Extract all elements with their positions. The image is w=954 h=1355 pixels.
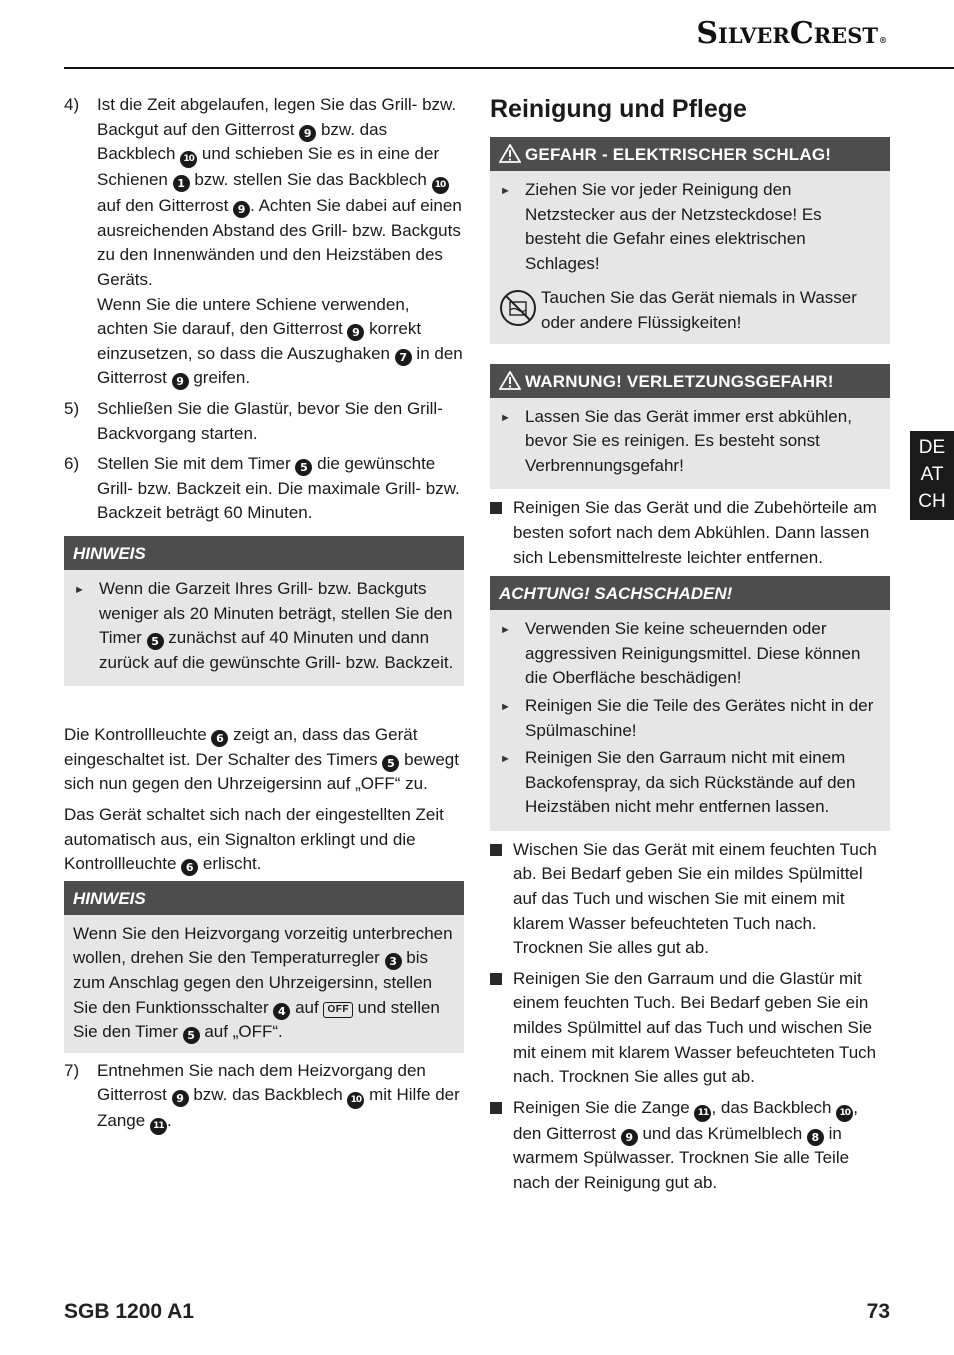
caution-title: ACHTUNG! SACHSCHADEN! <box>490 576 890 610</box>
warning-triangle-icon <box>499 144 521 163</box>
right-column <box>490 93 890 1202</box>
list-item: Reinigen Sie das Gerät und die Zubehörteile am besten sofort nach dem Abkühlen. Dann lassen sich Lebensmittelreste leichter entfernen. <box>490 496 890 570</box>
arrow-bullet-icon: ► <box>500 411 511 424</box>
page-number: 73 <box>866 1300 890 1323</box>
square-bullet-icon <box>490 502 502 514</box>
circled-number-icon: 3 <box>385 953 402 970</box>
circled-number-icon: 5 <box>382 755 399 772</box>
circled-number-icon: 1 <box>173 175 190 192</box>
circled-number-icon: 9 <box>347 324 364 341</box>
circled-number-icon: 6 <box>211 730 228 747</box>
list-item: Reinigen Sie die Zange 11 , das Backblech 10 , den Gitterrost 9 und das Krümelblech 8 in warmem Spülwasser. Trocknen Sie alle Teile nach der Reinigung gut ab. <box>490 1096 890 1196</box>
circled-number-icon: 10 <box>347 1092 364 1109</box>
paragraph: Das Gerät schaltet sich nach der eingestellten Zeit automatisch aus, ein Signalton erklingt und die Kontrollleuchte 6 erlischt. <box>64 805 444 875</box>
circled-number-icon: 11 <box>694 1105 711 1122</box>
step-6: 6) Stellen Sie mit dem Timer 5 die gewünschte Grill- bzw. Backzeit ein. Die maximale Grill- bzw. Backzeit beträgt 60 Minuten. <box>64 454 460 523</box>
circled-number-icon: 9 <box>233 201 250 218</box>
circled-number-icon: 9 <box>172 373 189 390</box>
off-symbol-icon: OFF <box>323 1002 353 1018</box>
square-bullet-icon <box>490 844 502 856</box>
list-item: ► Verwenden Sie keine scheuernden oder aggressiven Reinigungsmittel. Diese können die Oberfläche beschädigen! <box>500 617 880 691</box>
list-item: ► Reinigen Sie den Garraum nicht mit einem Backofenspray, da sich Rückstände auf den Heizstäben nicht mehr entfernen lassen. <box>500 746 880 820</box>
arrow-bullet-icon: ► <box>74 583 85 596</box>
left-column <box>64 93 464 1141</box>
step-4: 4) Ist die Zeit abgelaufen, legen Sie das Grill- bzw. Backgut auf den Gitterrost 9 bzw. das Backblech 10 und schieben Sie es in eine der Schienen 1 bzw. stellen Sie das Backblech 10 auf den Gitterrost 9 . Achten Sie dabei auf einen ausreichenden Abstand des Grill- bzw. Backguts zu den Innenwänden und den Heizstäben des Geräts. Wenn Sie die untere Schiene verwenden, achten Sie darauf, den Gitterrost 9 korrekt einzusetzen, so dass die Auszughaken 7 in den Gitterrost 9 greifen. <box>64 95 463 389</box>
square-bullet-icon <box>490 973 502 985</box>
no-immersion-icon <box>498 288 538 328</box>
arrow-bullet-icon: ► <box>500 624 511 637</box>
hint-title: HINWEIS <box>64 536 464 570</box>
square-bullet-icon <box>490 1102 502 1114</box>
danger-box <box>490 137 890 344</box>
icon-instruction: Tauchen Sie das Gerät niemals in Wasser oder andere Flüssigkeiten! <box>500 286 880 335</box>
circled-number-icon: 10 <box>432 177 449 194</box>
list-item: Wischen Sie das Gerät mit einem feuchten Tuch ab. Bei Bedarf geben Sie ein mildes Spülmittel auf das Tuch und wischen Sie mit einem mit klarem Wasser befeuchteten Tuch nach. Trocknen Sie alles gut ab. <box>490 838 890 961</box>
arrow-bullet-icon: ► <box>500 700 511 713</box>
list-item: ► Ziehen Sie vor jeder Reinigung den Netzstecker aus der Netzsteckdose! Es besteht die Gefahr eines elektrischen Schlages! <box>500 178 880 276</box>
language-tab: DE AT CH <box>910 431 954 520</box>
circled-number-icon: 6 <box>181 859 198 876</box>
header-rule <box>64 67 954 69</box>
circled-number-icon: 8 <box>807 1129 824 1146</box>
warning-box <box>490 364 890 490</box>
circled-number-icon: 10 <box>836 1105 853 1122</box>
danger-title: GEFAHR - ELEKTRISCHER SCHLAG! <box>525 145 832 164</box>
hint-box: HINWEIS Wenn Sie den Heizvorgang vorzeitig unterbrechen wollen, drehen Sie den Temperaturregler 3 bis zum Anschlag gegen den Uhrzeigersinn, stellen Sie den Funktionsschalter 4 auf OFF und stellen Sie den Timer 5 auf „OFF“. <box>64 881 464 1053</box>
list-item: ► Lassen Sie das Gerät immer erst abkühlen, bevor Sie es reinigen. Es besteht sonst Verbrennungsgefahr! <box>500 405 880 479</box>
hint-title: HINWEIS <box>64 881 464 915</box>
warning-title: WARNUNG! VERLETZUNGSGEFAHR! <box>525 371 834 391</box>
list-item: ► Wenn die Garzeit Ihres Grill- bzw. Backguts weniger als 20 Minuten beträgt, stellen Sie den Timer 5 zunächst auf 40 Minuten und dann zurück auf die gewünschte Grill- bzw. Backzeit. <box>74 577 454 675</box>
step-5: 5) Schließen Sie die Glastür, bevor Sie den Grill-Backvorgang starten. <box>64 398 443 443</box>
list-item: ► Reinigen Sie die Teile des Gerätes nicht in der Spülmaschine! <box>500 694 880 743</box>
circled-number-icon: 5 <box>183 1027 200 1044</box>
circled-number-icon: 11 <box>150 1118 167 1135</box>
arrow-bullet-icon: ► <box>500 185 511 197</box>
warning-triangle-icon <box>499 371 521 390</box>
step-7: 7) Entnehmen Sie nach dem Heizvorgang den Gitterrost 9 bzw. das Backblech 10 mit Hilfe der Zange 11 . <box>64 1059 464 1136</box>
circled-number-icon: 10 <box>180 151 197 168</box>
circled-number-icon: 5 <box>295 459 312 476</box>
circled-number-icon: 5 <box>147 633 164 650</box>
circled-number-icon: 9 <box>299 125 316 142</box>
circled-number-icon: 7 <box>395 349 412 366</box>
list-item: Reinigen Sie den Garraum und die Glastür mit einem feuchten Tuch. Bei Bedarf geben Sie ein mildes Spülmittel auf das Tuch und wischen Sie mit einem mit klarem Wasser befeuchteten Tuch nach. Trocknen Sie alles gut ab. <box>490 967 890 1090</box>
brand-logo: SilverCrest® <box>696 16 887 51</box>
circled-number-icon: 9 <box>172 1090 189 1107</box>
circled-number-icon: 9 <box>621 1129 638 1146</box>
hint-box <box>64 536 464 686</box>
section-title: Reinigung und Pflege <box>490 95 747 123</box>
caution-box <box>490 576 890 831</box>
paragraph: Die Kontrollleuchte 6 zeigt an, dass das Gerät eingeschaltet ist. Der Schalter des Timers 5 bewegt sich nun gegen den Uhrzeigersinn auf „OFF“ zu. <box>64 725 459 794</box>
model-number: SGB 1200 A1 <box>64 1300 194 1323</box>
arrow-bullet-icon: ► <box>500 753 511 766</box>
circled-number-icon: 4 <box>273 1003 290 1020</box>
